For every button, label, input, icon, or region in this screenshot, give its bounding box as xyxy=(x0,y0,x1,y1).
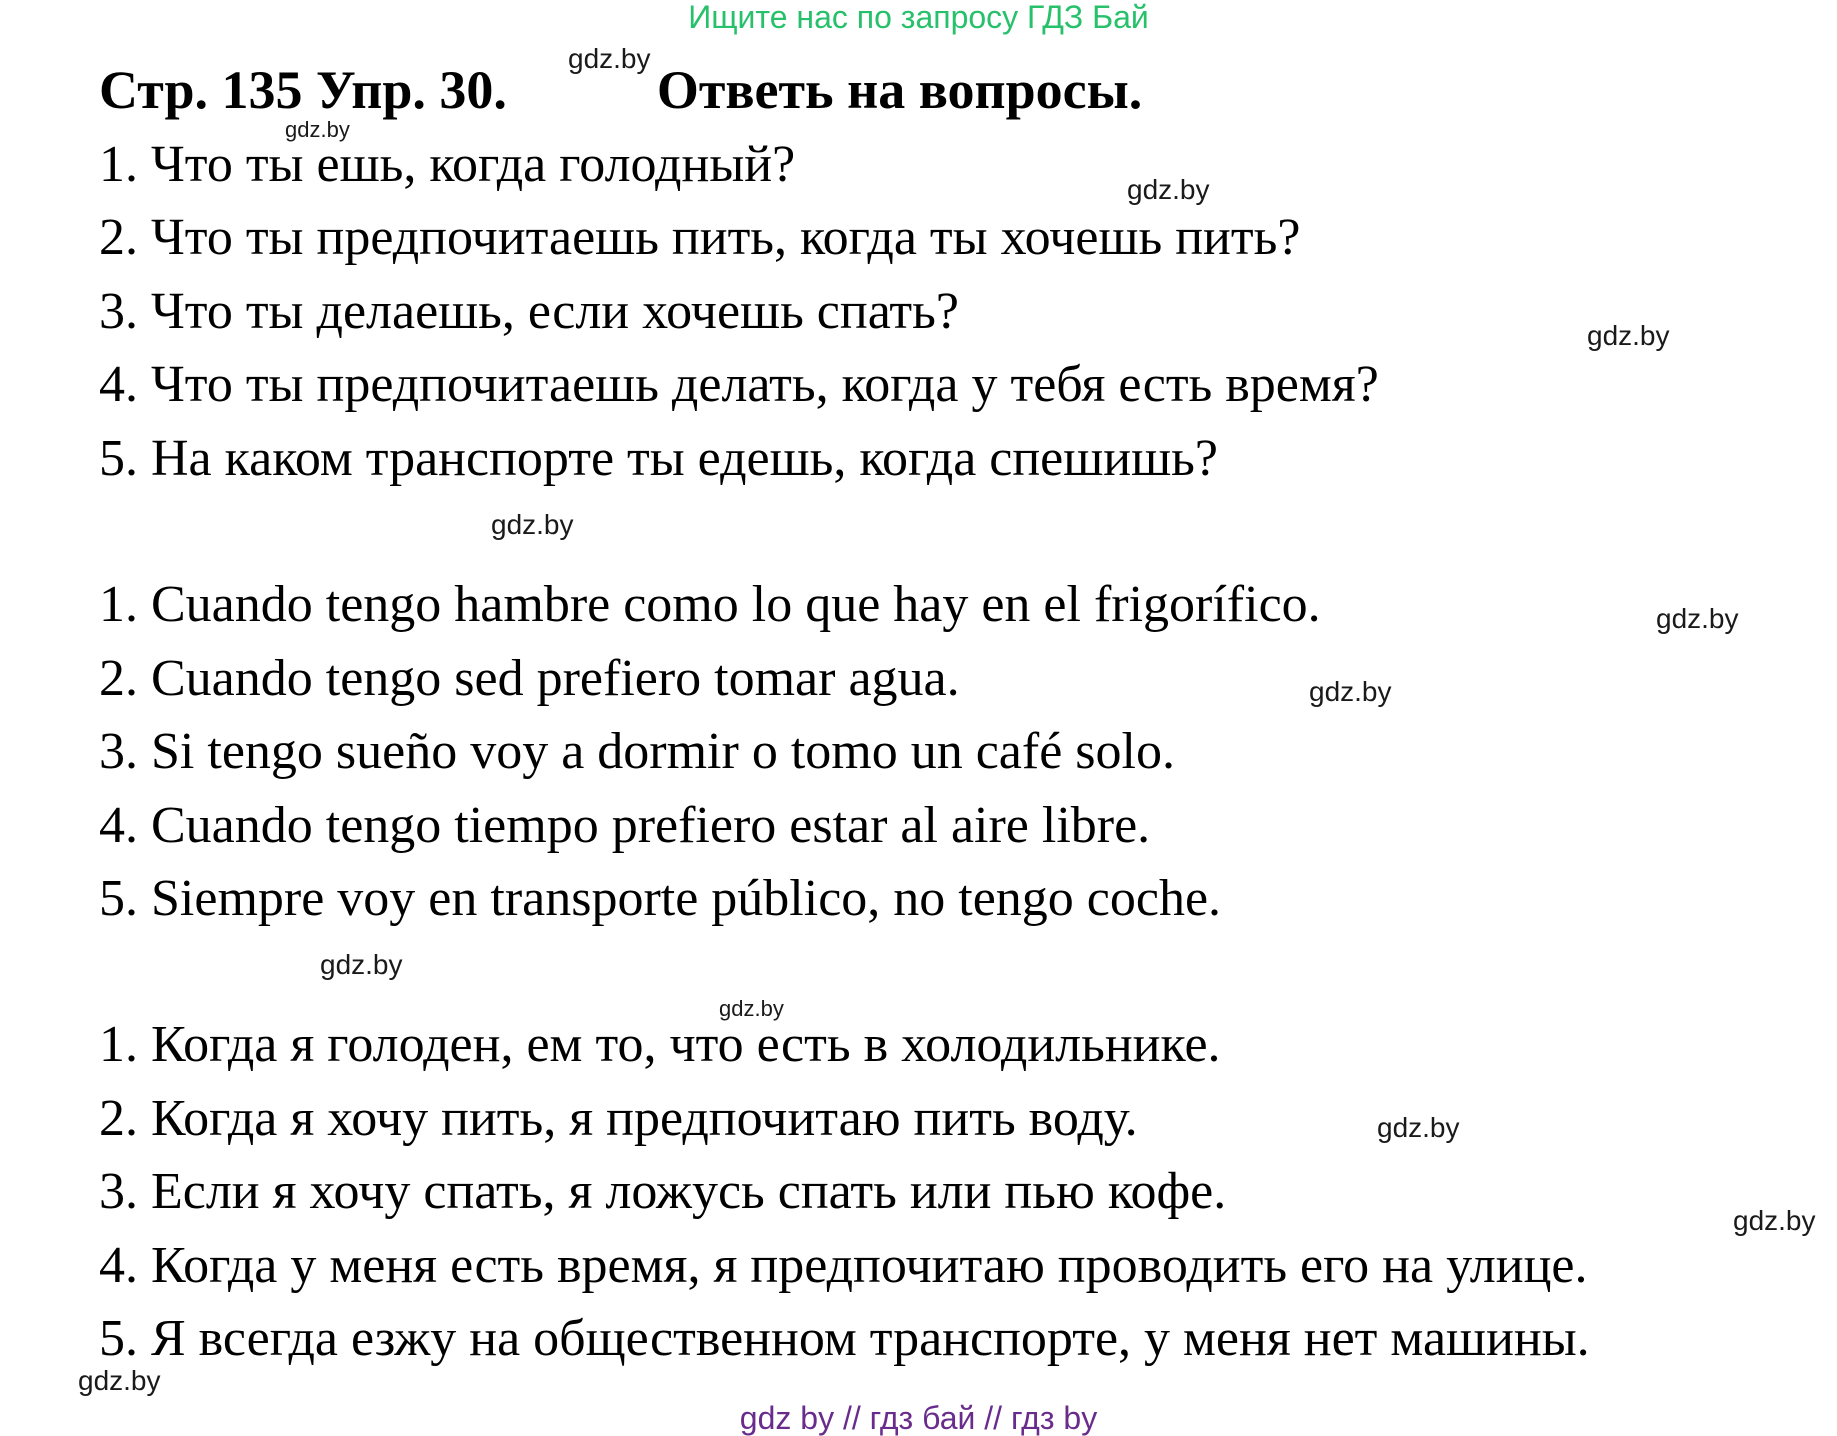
watermark: gdz.by xyxy=(1733,1205,1816,1236)
question-line: 3. Что ты делаешь, если хочешь спать? xyxy=(99,283,959,340)
answer-line: 1. Когда я голоден, ем то, что есть в холодильнике. xyxy=(99,1016,1221,1073)
watermark: gdz.by xyxy=(320,949,403,980)
watermark: gdz.by xyxy=(1309,676,1392,707)
watermark: gdz.by xyxy=(568,43,651,74)
answer-line: 1. Cuando tengo hambre como lo que hay en el frigorífico. xyxy=(99,576,1321,633)
watermark: gdz.by xyxy=(719,996,784,1021)
question-line: 2. Что ты предпочитаешь пить, когда ты хочешь пить? xyxy=(99,209,1301,266)
question-line: 5. На каком транспорте ты едешь, когда спешишь? xyxy=(99,430,1218,487)
watermark: gdz.by xyxy=(491,509,574,540)
answer-line: 2. Cuando tengo sed prefiero tomar agua. xyxy=(99,650,960,707)
footer-links: gdz by // гдз бай // гдз by xyxy=(739,1400,1098,1436)
watermark: gdz.by xyxy=(78,1365,161,1396)
watermark: gdz.by xyxy=(1656,603,1739,634)
answer-line: 2. Когда я хочу пить, я предпочитаю пить воду. xyxy=(99,1090,1138,1147)
answer-line: 5. Siempre voy en transporte público, no tengo coche. xyxy=(99,870,1222,927)
watermark: gdz.by xyxy=(285,117,350,142)
question-line: 4. Что ты предпочитаешь делать, когда у тебя есть время? xyxy=(99,356,1379,413)
watermark: gdz.by xyxy=(1377,1112,1460,1143)
question-line: 1. Что ты ешь, когда голодный? xyxy=(99,136,796,193)
watermark: gdz.by xyxy=(1127,174,1210,205)
answer-line: 4. Когда у меня есть время, я предпочитаю проводить его на улице. xyxy=(99,1237,1588,1294)
watermark: gdz.by xyxy=(1587,320,1670,351)
exercise-label: Стр. 135 Упр. 30. xyxy=(99,60,507,120)
task-label: Ответь на вопросы. xyxy=(656,60,1143,120)
answer-line: 3. Si tengo sueño voy a dormir o tomo un café solo. xyxy=(99,723,1175,780)
answer-line: 4. Cuando tengo tiempo prefiero estar al aire libre. xyxy=(99,797,1151,854)
answer-line: 3. Если я хочу спать, я ложусь спать или пью кофе. xyxy=(99,1163,1227,1220)
answer-line: 5. Я всегда езжу на общественном транспорте, у меня нет машины. xyxy=(99,1310,1590,1367)
top-banner: Ищите нас по запросу ГДЗ Бай xyxy=(688,0,1149,35)
